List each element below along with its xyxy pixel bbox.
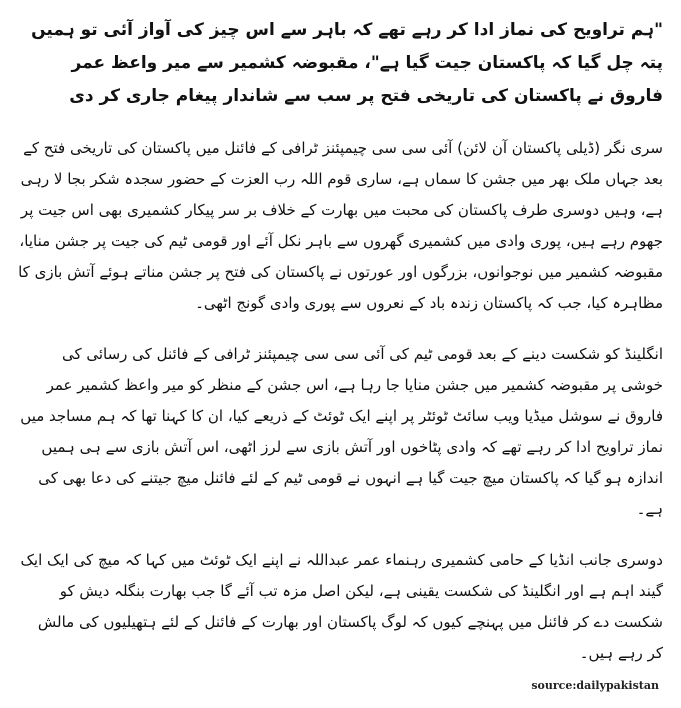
- article-paragraph-1: سری نگر (ڈیلی پاکستان آن لائن) آئی سی سی چیمپئنز ٹرافی کے فائنل میں پاکستان کی تاریخی فتح کے بعد جہاں ملک بھر میں جشن کا سماں ہے، ساری قوم اللہ رب العزت کے حضور سجدہ شکر بجا لا رہی ہے، وہیں دوسری طرف پاکستان کی محبت میں بھارت کے خلاف بر سر پیکار کشمیری بھی اس جیت پر جھوم رہے ہیں، پوری وادی میں کشمیری گھروں سے باہر نکل آئے اور قومی ٹیم کی جیت پر جشن منایا، مقبوضہ کشمیر میں نوجوانوں، بزرگوں اور عورتوں نے پاکستان کی فتح پر جشن مناتے ہوئے آتش بازی کا مظاہرہ کیا، جب کہ پاکستان زندہ باد کے نعروں سے پوری وادی گونج اٹھی۔: [18, 139, 663, 312]
- source-credit: source:dailypakistan: [531, 679, 659, 692]
- article-paragraph-3: دوسری جانب انڈیا کے حامی کشمیری رہنماء عمر عبداللہ نے اپنے ایک ٹوئٹ میں کہا کہ میچ کی ایک ایک گیند اہم ہے اور انگلینڈ کی شکست یقینی ہے، لیکن اصل مزہ تب آئے گا جب بھارت بنگلہ دیش کو شکست دے کر فائنل میں پہنچے کیوں کہ لوگ پاکستان اور بھارت کے فائنل کے لئے ہتھیلیوں کی مالش کر رہے ہیں۔: [20, 551, 663, 662]
- article-headline: "ہم تراویح کی نماز ادا کر رہے تھے کہ باہر سے اس چیز کی آواز آئی تو ہمیں پتہ چل گیا کہ پاکستان جیت گیا ہے"، مقبوضہ کشمیر سے میر واعظ عمر فاروق نے پاکستان کی تاریخی فتح پر سب سے شاندار پیغام جاری کر دی: [31, 20, 663, 106]
- article-body: [18, 14, 663, 669]
- article-paragraph-2: انگلینڈ کو شکست دینے کے بعد قومی ٹیم کی آئی سی سی چیمپئنز ٹرافی کے فائنل کی رسائی کی خوشی پر مقبوضہ کشمیر میں جشن منایا جا رہا ہے، اس جشن کے منظر کو میر واعظ کشمیر عمر فاروق نے سوشل میڈیا ویب سائٹ ٹوئٹر پر اپنے ایک ٹوئٹ کے ذریعے کیا، ان کا کہنا تھا کہ ہم مساجد میں نماز تراویح ادا کر رہے تھے کہ وادی پٹاخوں اور آتش بازی سے لرز اٹھی، اس آتش بازی سے ہی ہمیں اندازہ ہو گیا کہ پاکستان میچ جیت گیا ہے انہوں نے قومی ٹیم کے لئے فائنل میچ جیتنے کی دعا بھی کی ہے۔: [20, 345, 663, 518]
